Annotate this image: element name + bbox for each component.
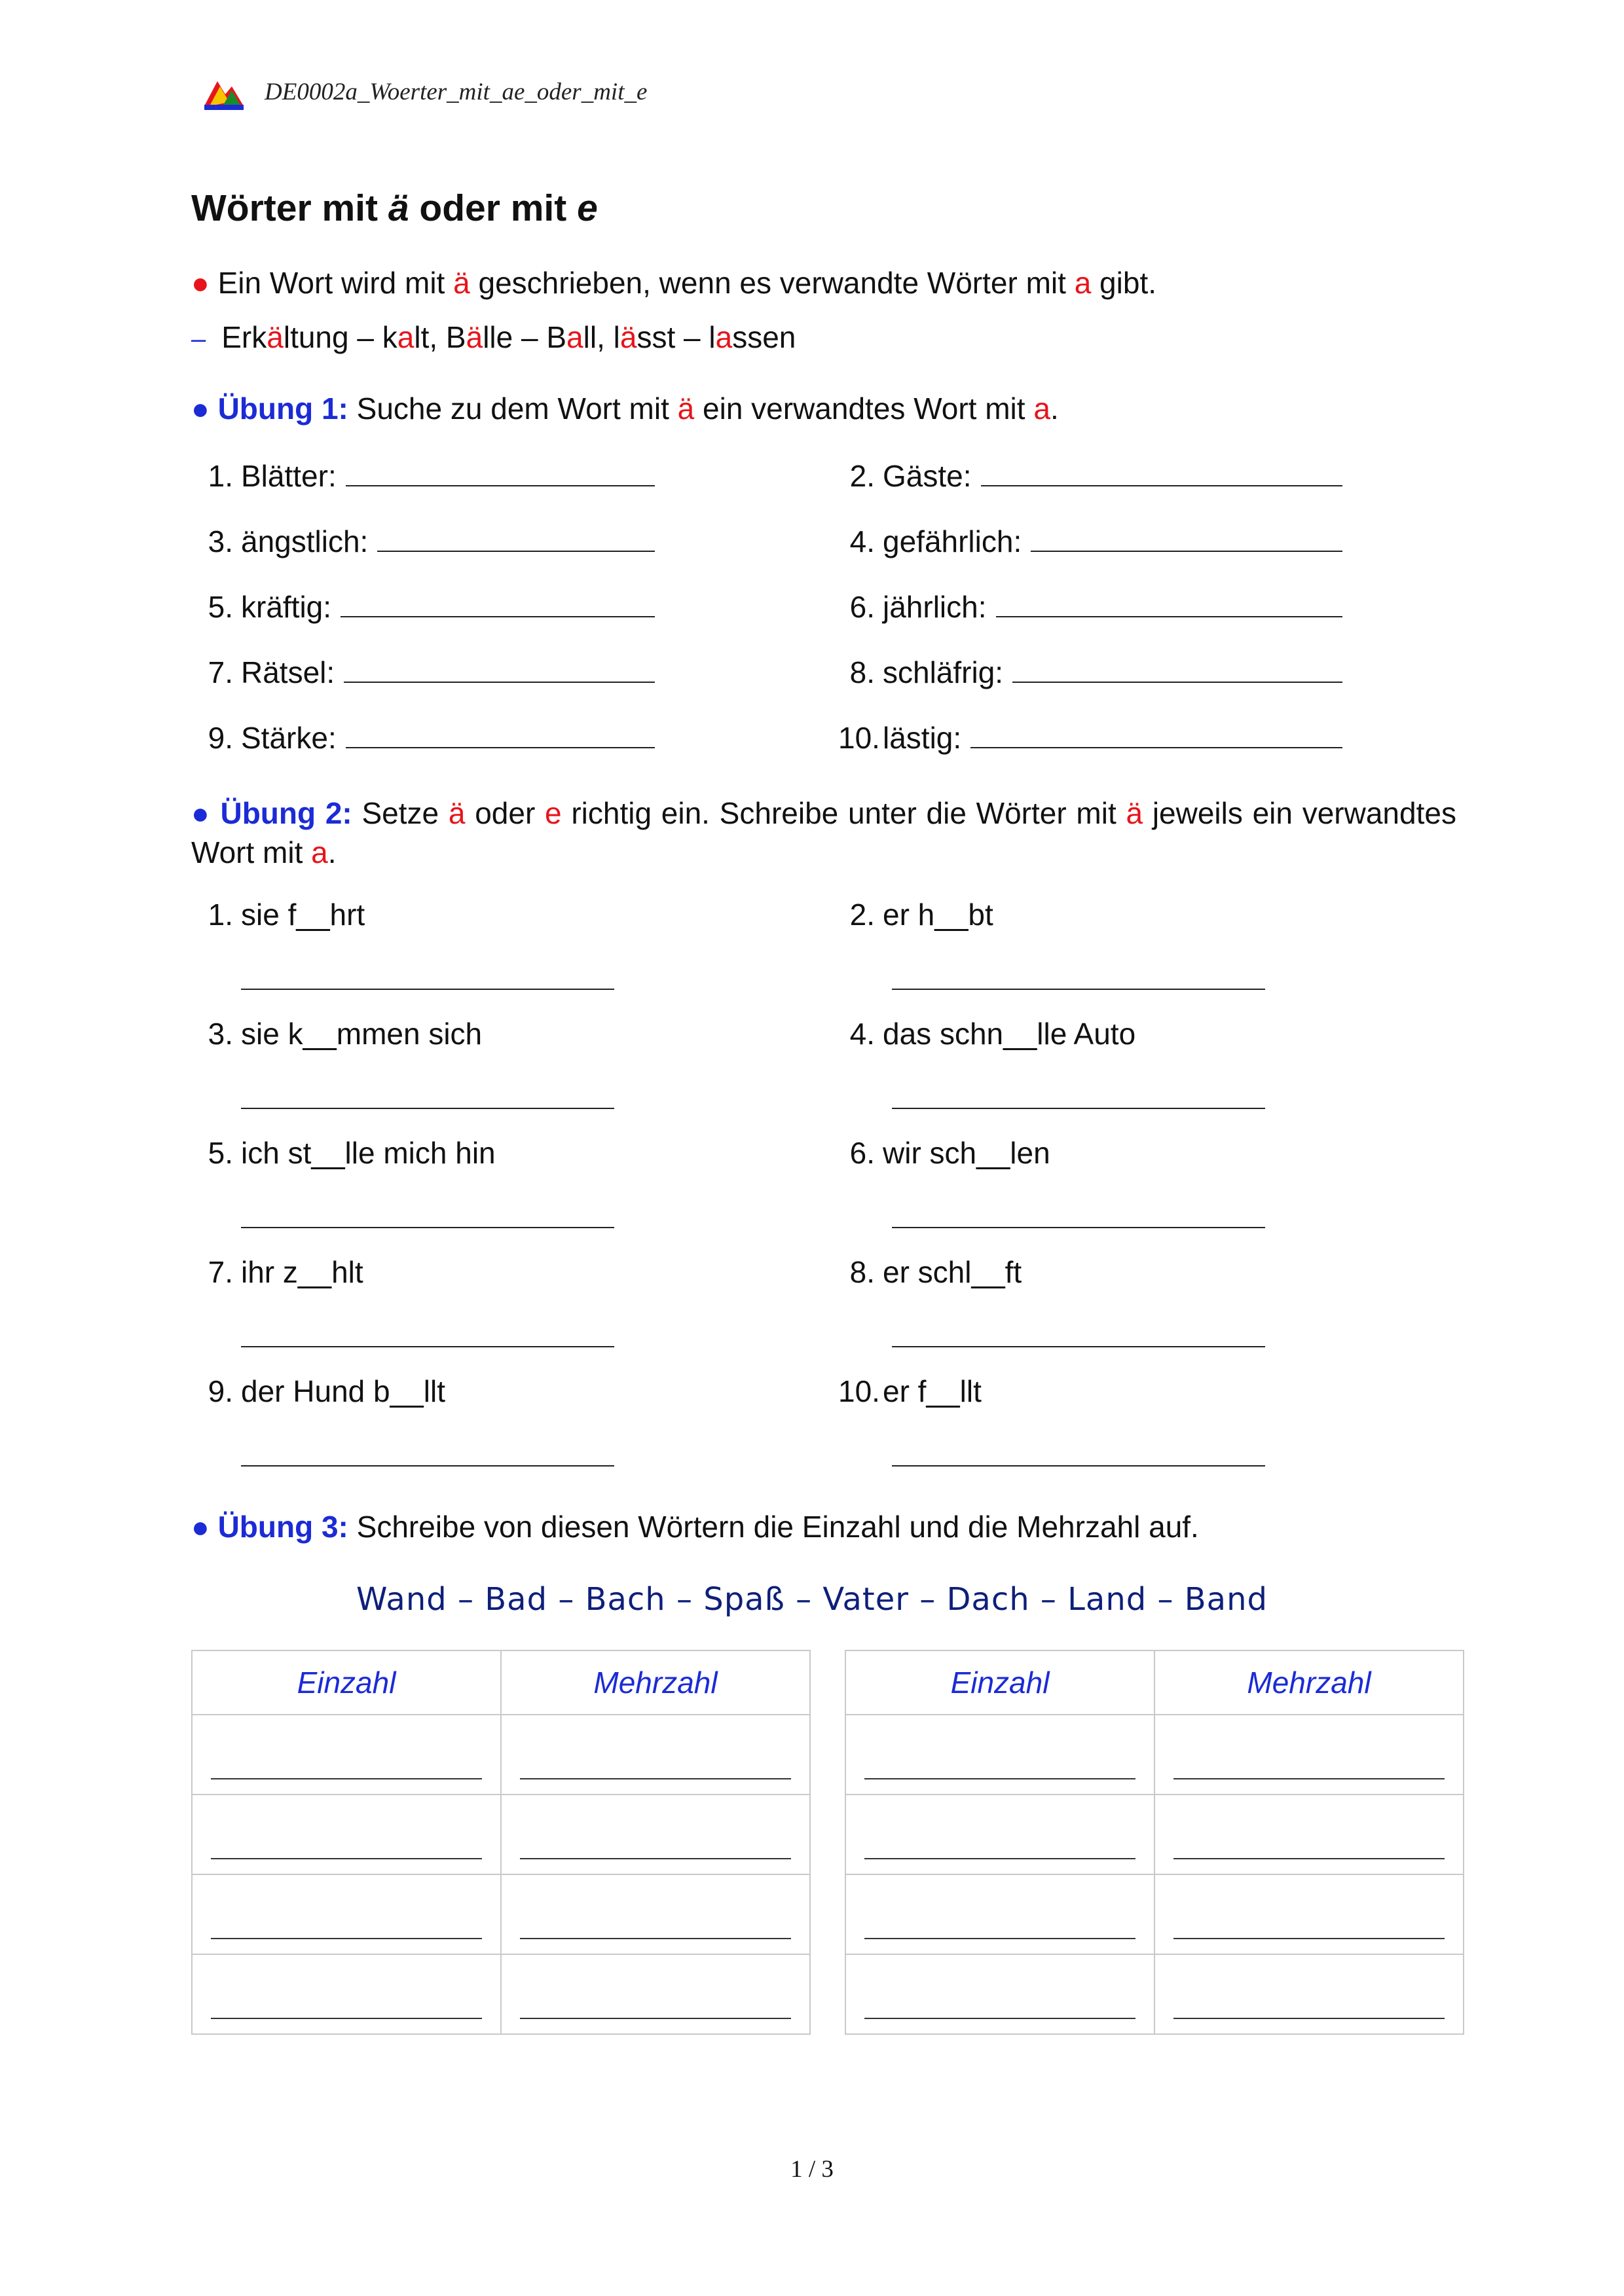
answer-line[interactable] — [892, 1346, 1265, 1347]
ex1-part: ein verwandtes Wort mit — [694, 392, 1034, 426]
title-text: Wörter mit — [191, 187, 388, 229]
answer-line — [520, 1938, 791, 1939]
answer-line — [520, 1778, 791, 1779]
answer-blank[interactable] — [377, 550, 655, 552]
answer-line — [1173, 1778, 1445, 1779]
ex2-red-letter: e — [545, 796, 562, 830]
item-word: schläfrig: — [883, 655, 1004, 689]
answer-line — [1173, 1938, 1445, 1939]
item-number: 4. — [849, 1017, 875, 1051]
exercise-2-item — [196, 1016, 482, 1051]
singular-cell[interactable] — [845, 1715, 1154, 1795]
exercise-1-item — [838, 655, 1342, 690]
item-number: 7. — [208, 1255, 233, 1289]
word-list: Wand – Bad – Bach – Spaß – Vater – Dach – Land – Band — [356, 1581, 1268, 1618]
example-words — [221, 320, 796, 354]
answer-line[interactable] — [241, 1465, 614, 1467]
example-red-letter: ä — [466, 320, 483, 354]
ex2-part: oder — [465, 796, 545, 830]
item-phrase: sie f__hrt — [241, 898, 365, 932]
example-part: ltung – k — [283, 320, 397, 354]
item-number: 8. — [849, 1255, 875, 1289]
exercise-2-label: ● Übung 2: — [191, 796, 352, 830]
item-word: Stärke: — [241, 721, 337, 755]
item-word: Gäste: — [883, 459, 972, 493]
table-row — [192, 1954, 810, 2034]
item-number: 4. — [849, 524, 875, 558]
page-title — [191, 187, 598, 230]
item-number: 1. — [208, 459, 233, 493]
page-number: 1 / 3 — [790, 2156, 834, 2183]
ex1-red-letter: a — [1033, 392, 1050, 426]
red-bullet-icon: ● — [191, 266, 210, 300]
item-phrase: er h__bt — [883, 898, 993, 932]
singular-cell[interactable] — [845, 1795, 1154, 1874]
mountain-logo-icon — [203, 72, 245, 111]
exercise-2-item — [196, 1374, 445, 1409]
item-phrase: er f__llt — [883, 1374, 982, 1408]
exercise-3-heading — [191, 1509, 1199, 1544]
exercise-2-item — [196, 1135, 496, 1171]
item-number: 10. — [838, 1374, 880, 1408]
table-row — [845, 1874, 1464, 1954]
item-phrase: er schl__ft — [883, 1255, 1022, 1289]
plural-cell[interactable] — [501, 1874, 810, 1954]
plural-cell[interactable] — [1154, 1874, 1464, 1954]
rule-red-letter: ä — [453, 266, 470, 300]
exercise-1-item — [838, 524, 1342, 559]
answer-line[interactable] — [241, 1346, 614, 1347]
answer-line — [864, 1778, 1135, 1779]
item-word: gefährlich: — [883, 524, 1022, 558]
title-text-2: oder mit — [409, 187, 578, 229]
item-number: 7. — [208, 655, 233, 689]
ex2-part: Setze — [352, 796, 449, 830]
table-row — [192, 1874, 810, 1954]
item-phrase: der Hund b__llt — [241, 1374, 445, 1408]
rule-red-letter: a — [1074, 266, 1092, 300]
plural-cell[interactable] — [1154, 1715, 1464, 1795]
exercise-1-heading — [191, 391, 1059, 426]
plural-cell[interactable] — [501, 1715, 810, 1795]
answer-blank[interactable] — [341, 615, 655, 617]
example-part: sst – l — [637, 320, 716, 354]
item-word: kräftig: — [241, 590, 332, 624]
exercise-2-item — [838, 897, 993, 932]
exercise-2-heading — [191, 793, 1456, 872]
answer-blank[interactable] — [996, 615, 1342, 617]
plural-cell[interactable] — [1154, 1954, 1464, 2034]
singular-cell[interactable] — [192, 1954, 501, 2034]
answer-blank[interactable] — [346, 746, 655, 748]
page-header — [203, 71, 647, 113]
rule-part: gibt. — [1091, 266, 1157, 300]
item-word: ängstlich: — [241, 524, 369, 558]
example-part: Erk — [221, 320, 267, 354]
item-phrase: sie k__mmen sich — [241, 1017, 483, 1051]
ex1-part: Suche zu dem Wort mit — [348, 392, 678, 426]
item-word: lästig: — [883, 721, 962, 755]
table-row — [845, 1715, 1464, 1795]
exercise-1-item — [196, 524, 655, 559]
exercise-1-item — [196, 655, 655, 690]
answer-blank[interactable] — [970, 746, 1342, 748]
item-number: 2. — [849, 898, 875, 932]
ex2-part: jeweils ein verwandtes Wort mit — [191, 796, 1456, 869]
answer-line — [520, 1858, 791, 1859]
ex3-part: Schreibe von diesen Wörtern die Einzahl und die Mehrzahl auf. — [348, 1510, 1199, 1544]
answer-table-right — [845, 1650, 1464, 2035]
plural-cell[interactable] — [501, 1795, 810, 1874]
exercise-2-item — [838, 1135, 1050, 1171]
answer-line — [864, 1938, 1135, 1939]
title-ae: ä — [388, 187, 409, 229]
answer-line[interactable] — [241, 1227, 614, 1228]
ex2-part: richtig ein. Schreibe unter die Wörter mit — [561, 796, 1126, 830]
dash-bullet-icon: – — [191, 325, 206, 354]
col-header-singular: Einzahl — [192, 1650, 501, 1715]
exercise-1-label: ● Übung 1: — [191, 392, 348, 426]
exercise-1-item — [838, 589, 1342, 625]
answer-line — [211, 1938, 482, 1939]
singular-cell[interactable] — [845, 1874, 1154, 1954]
answer-line — [1173, 1858, 1445, 1859]
answer-line[interactable] — [892, 1465, 1265, 1467]
answer-line — [864, 2018, 1135, 2019]
rule-part: Ein Wort wird mit — [217, 266, 454, 300]
answer-line — [1173, 2018, 1445, 2019]
table-row — [192, 1715, 810, 1795]
table-row — [845, 1795, 1464, 1874]
item-number: 2. — [849, 459, 875, 493]
exercise-1-item — [838, 458, 1342, 494]
table-row — [845, 1954, 1464, 2034]
item-number: 5. — [208, 590, 233, 624]
example-part: lle – B — [483, 320, 567, 354]
exercise-2-item — [196, 897, 365, 932]
item-phrase: das schn__lle Auto — [883, 1017, 1136, 1051]
item-phrase: ich st__lle mich hin — [241, 1136, 496, 1170]
answer-blank[interactable] — [344, 681, 655, 683]
item-number: 3. — [208, 524, 233, 558]
answer-line[interactable] — [892, 1227, 1265, 1228]
ex1-part: . — [1050, 392, 1059, 426]
item-phrase: ihr z__hlt — [241, 1255, 363, 1289]
answer-line — [520, 2018, 791, 2019]
item-phrase: wir sch__len — [883, 1136, 1050, 1170]
item-number: 6. — [849, 590, 875, 624]
exercise-2-item — [838, 1374, 982, 1409]
singular-cell[interactable] — [192, 1715, 501, 1795]
item-number: 5. — [208, 1136, 233, 1170]
ex1-red-letter: ä — [677, 392, 695, 426]
item-number: 1. — [208, 898, 233, 932]
answer-blank[interactable] — [981, 484, 1342, 486]
ex2-red-letter: ä — [1126, 796, 1143, 830]
answer-line[interactable] — [892, 1108, 1265, 1109]
item-word: jährlich: — [883, 590, 987, 624]
answer-table-left — [191, 1650, 811, 2035]
exercise-1-item — [196, 589, 655, 625]
exercise-1-item — [838, 720, 1342, 756]
answer-line[interactable] — [241, 989, 614, 990]
exercise-2-item — [196, 1254, 363, 1290]
example-red-letter: a — [715, 320, 733, 354]
title-e: e — [577, 187, 598, 229]
exercise-3-label: ● Übung 3: — [191, 1510, 348, 1544]
item-number: 9. — [208, 1374, 233, 1408]
rule-text — [191, 265, 1156, 301]
answer-blank[interactable] — [1012, 681, 1342, 683]
item-number: 9. — [208, 721, 233, 755]
ex2-red-letter: a — [311, 835, 328, 869]
answer-blank[interactable] — [1031, 550, 1342, 552]
singular-cell[interactable] — [192, 1795, 501, 1874]
col-header-plural: Mehrzahl — [1154, 1650, 1464, 1715]
example-red-letter: a — [566, 320, 583, 354]
item-number: 8. — [849, 655, 875, 689]
col-header-plural: Mehrzahl — [501, 1650, 810, 1715]
plural-cell[interactable] — [501, 1954, 810, 2034]
singular-cell[interactable] — [845, 1954, 1154, 2034]
exercise-2-item — [838, 1254, 1022, 1290]
item-number: 6. — [849, 1136, 875, 1170]
answer-blank[interactable] — [346, 484, 655, 486]
exercise-2-item — [838, 1016, 1135, 1051]
col-header-singular: Einzahl — [845, 1650, 1154, 1715]
answer-line[interactable] — [241, 1108, 614, 1109]
answer-line — [864, 1858, 1135, 1859]
example-part: ll, l — [583, 320, 620, 354]
document-id: DE0002a_Woerter_mit_ae_oder_mit_e — [265, 78, 648, 105]
answer-line — [211, 2018, 482, 2019]
example-red-letter: ä — [619, 320, 637, 354]
answer-line — [211, 1858, 482, 1859]
answer-line — [211, 1778, 482, 1779]
example-text — [191, 319, 796, 355]
item-number: 3. — [208, 1017, 233, 1051]
example-part: lt, B — [414, 320, 466, 354]
example-part: ssen — [732, 320, 796, 354]
ex2-part: . — [327, 835, 337, 869]
example-red-letter: ä — [267, 320, 284, 354]
singular-cell[interactable] — [192, 1874, 501, 1954]
ex2-red-letter: ä — [448, 796, 466, 830]
example-red-letter: a — [397, 320, 415, 354]
plural-cell[interactable] — [1154, 1795, 1464, 1874]
answer-line[interactable] — [892, 989, 1265, 990]
rule-part: geschrieben, wenn es verwandte Wörter mit — [470, 266, 1075, 300]
item-number: 10. — [838, 721, 880, 755]
exercise-1-item — [196, 458, 655, 494]
exercise-1-item — [196, 720, 655, 756]
item-word: Rätsel: — [241, 655, 335, 689]
table-row — [192, 1795, 810, 1874]
item-word: Blätter: — [241, 459, 337, 493]
